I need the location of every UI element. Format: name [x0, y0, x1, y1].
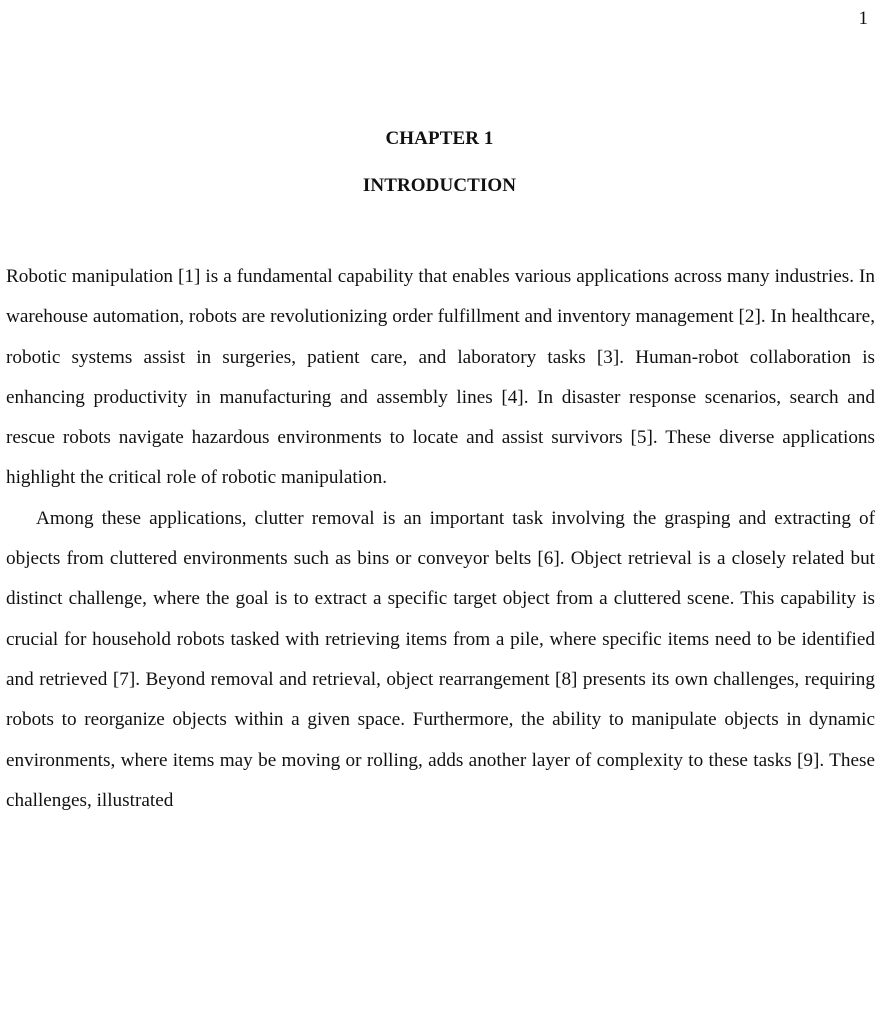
- paragraph-intro: Robotic manipulation [1] is a fundamental capability that enables various applications across many industries. In warehouse automation, robots are revolutionizing order fulfillment and inventory management [2]. In healthcare, robotic systems assist in surgeries, patient care, and laboratory tasks [3]. Human-robot collaboration is enhancing productivity in manufacturing and assembly lines [4]. In disaster response scenarios, search and rescue robots navigate hazardous environments to locate and assist survivors [5]. These diverse applications highlight the critical role of robotic manipulation.: [6, 266, 875, 489]
- chapter-title: INTRODUCTION: [362, 175, 517, 196]
- chapter-label: CHAPTER 1: [385, 128, 494, 149]
- body-text: [6, 257, 875, 821]
- paragraph-applications: Among these applications, clutter removal is an important task involving the grasping and extracting of objects from cluttered environments such as bins or conveyor belts [6]. Object retrieval is a closely related but distinct challenge, where the goal is to extract a specific target object from a cluttered scene. This capability is crucial for household robots tasked with retrieving items from a pile, where specific items need to be identified and retrieved [7]. Beyond removal and retrieval, object rearrangement [8] presents its own challenges, requiring robots to reorganize objects within a given space. Furthermore, the ability to manipulate objects in dynamic environments, where items may be moving or rolling, adds another layer of complexity to these tasks [9]. These challenges, illustrated: [6, 507, 875, 811]
- page-number: 1: [858, 8, 868, 29]
